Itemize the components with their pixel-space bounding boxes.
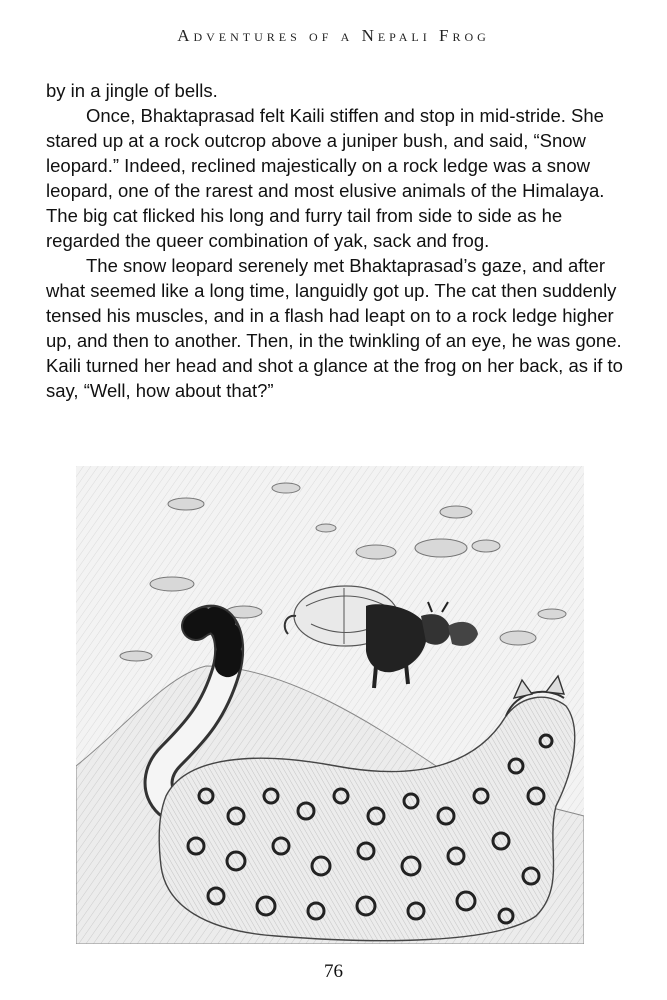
- body-text: [46, 78, 624, 403]
- page-number: 76: [324, 961, 343, 982]
- illustration-drawing: [76, 466, 584, 944]
- snow-leopard-illustration: [76, 466, 584, 944]
- paragraph-snow-leopard-sighting: Once, Bhaktaprasad felt Kaili stiffen and stop in mid-stride. She stared up at a rock outcrop above a juniper bush, and said, “Snow leopard.” Indeed, reclined majestically on a rock ledge was a snow leopard, one of the rarest and most elusive animals of the Himalaya. The big cat flicked his long and furry tail from side to side as he regarded the queer combination of yak, sack and frog.: [46, 105, 605, 251]
- paragraph-snow-leopard-departure: The snow leopard serenely met Bhaktaprasad’s gaze, and after what seemed like a long time, languidly got up. The cat then suddenly tensed his muscles, and in a flash had leapt on to a rock ledge higher up, and then to another. Then, in the twinkling of an eye, he was gone. Kaili turned her head and shot a glance at the frog on her back, as if to say, “Well, how about that?”: [46, 255, 623, 401]
- running-header: Adventures of a Nepali Frog: [177, 26, 490, 45]
- paragraph-continuation: by in a jingle of bells.: [46, 80, 218, 101]
